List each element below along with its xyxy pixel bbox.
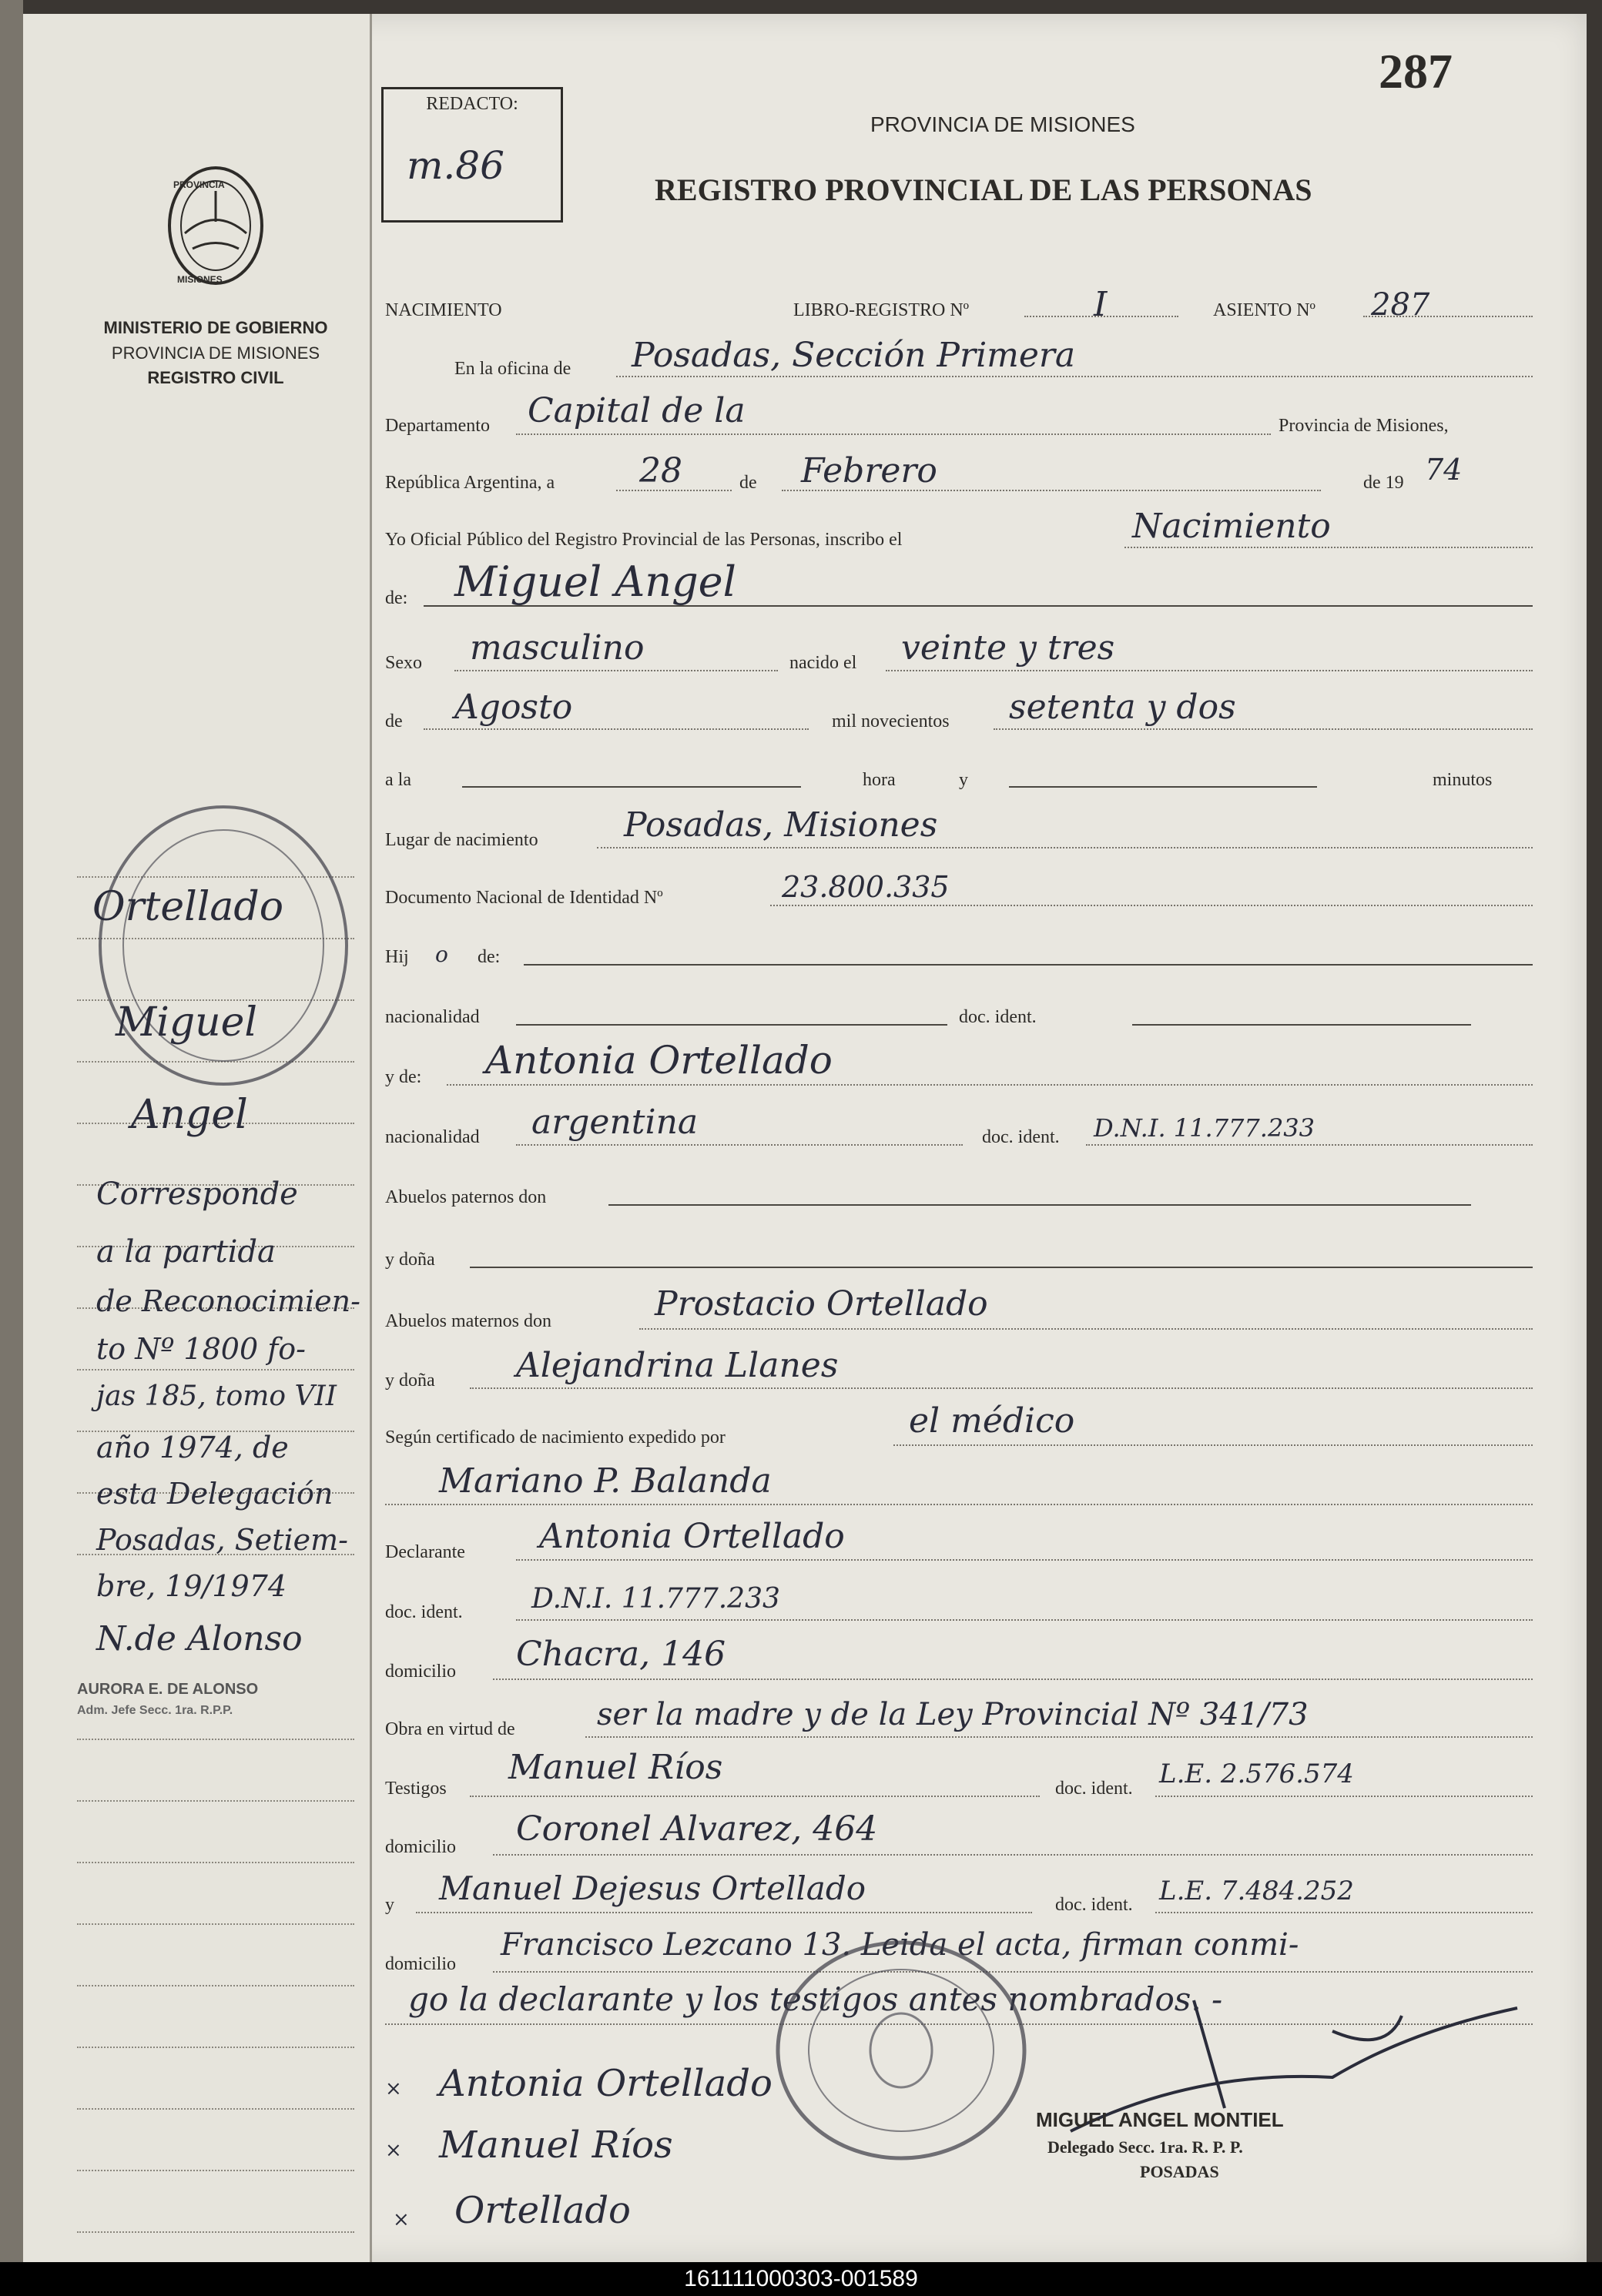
domicilio3-label: domicilio	[385, 1954, 456, 1974]
docid5-label: doc. ident.	[1055, 1895, 1133, 1915]
page-number: 287	[1379, 44, 1453, 99]
dni-value: 23.800.335	[782, 870, 950, 904]
dni-label: Documento Nacional de Identidad Nº	[385, 888, 663, 908]
nac1-label: nacionalidad	[385, 1007, 480, 1027]
docid1-label: doc. ident.	[959, 1007, 1037, 1027]
sexo-value: masculino	[470, 628, 645, 668]
margin-note-line: Angel	[131, 1092, 248, 1138]
margin-note-line: de Reconocimien-	[96, 1284, 360, 1318]
lugar-value: Posadas, Misiones	[624, 805, 938, 845]
abmat-value: Prostacio Ortellado	[655, 1284, 988, 1324]
declarante-label: Declarante	[385, 1542, 465, 1562]
registry-stamp-icon	[85, 792, 362, 1099]
cierre-value: go la declarante y los testigos antes nombrados. -	[408, 1980, 1223, 2018]
margin-column	[23, 14, 372, 2262]
header-registry: REGISTRO PROVINCIAL DE LAS PERSONAS	[655, 172, 1312, 207]
margin-note-line: Posadas, Setiem-	[96, 1523, 349, 1557]
departamento-value: Capital de la	[528, 391, 746, 430]
header-province: PROVINCIA DE MISIONES	[870, 112, 1135, 136]
lugar-label: Lugar de nacimiento	[385, 830, 538, 850]
hijo-label: Hij	[385, 947, 409, 967]
domicilio2-value: Coronel Alvarez, 464	[516, 1809, 878, 1849]
redacto-value: m.86	[407, 143, 504, 188]
margin-note-line: bre, 19/1974	[96, 1569, 287, 1603]
signature-declarante: Antonia Ortellado	[439, 2062, 773, 2105]
docid2-value: D.N.I. 11.777.233	[1094, 1113, 1315, 1143]
domicilio1-value: Chacra, 146	[516, 1635, 726, 1674]
departamento-label: Departamento	[385, 416, 490, 436]
medico-value: Mariano P. Balanda	[439, 1461, 772, 1501]
footer-id: 161111000303-001589	[0, 2262, 1602, 2296]
de-nombre-label: de:	[385, 588, 408, 608]
ydona2-label: y doña	[385, 1371, 435, 1391]
margin-note-line: Miguel	[116, 999, 258, 1046]
mes-nac-value: Agosto	[454, 688, 573, 727]
margin-stamp-title: Adm. Jefe Secc. 1ra. R.P.P.	[77, 1704, 233, 1717]
seal-top-text: PROVINCIA	[173, 179, 225, 190]
nombre-value: Miguel Angel	[454, 557, 736, 606]
nac2-label: nacionalidad	[385, 1127, 480, 1147]
docid4-value: L.E. 2.576.574	[1159, 1759, 1354, 1789]
hijo-suffix: o	[435, 942, 448, 967]
mil-value: setenta y dos	[1009, 688, 1236, 727]
ministry-registry: REGISTRO CIVIL	[147, 368, 284, 387]
official-place: POSADAS	[1140, 2162, 1219, 2181]
official-name: MIGUEL ANGEL MONTIEL	[1036, 2108, 1284, 2131]
nac2-value: argentina	[531, 1103, 699, 1142]
domicilio2-label: domicilio	[385, 1837, 456, 1857]
nacido-value: veinte y tres	[901, 628, 1115, 668]
mil-label: mil novecientos	[832, 711, 950, 731]
redacto-label: REDACTO:	[426, 94, 518, 114]
de-label: de	[739, 473, 757, 493]
madre-value: Antonia Ortellado	[485, 1038, 833, 1083]
minutos-label: minutos	[1433, 770, 1493, 790]
ydona1-label: y doña	[385, 1250, 435, 1270]
de-mes-label: de	[385, 711, 403, 731]
margin-note-line: Corresponde	[96, 1176, 298, 1212]
margin-signature: N.de Alonso	[96, 1619, 303, 1658]
segun-label: Según certificado de nacimiento expedido por	[385, 1427, 726, 1448]
yde-label: y de:	[385, 1067, 422, 1087]
asiento-value: 287	[1371, 287, 1430, 323]
mes-value: Febrero	[801, 451, 937, 490]
hora-label: hora	[863, 770, 896, 790]
ala-label: a la	[385, 770, 411, 790]
libro-label: LIBRO-REGISTRO Nº	[793, 300, 970, 320]
obra-value: ser la madre y de la Ley Provincial Nº 341/73	[597, 1697, 1309, 1732]
margin-note-line: to Nº 1800 fo-	[96, 1332, 306, 1366]
docid4-label: doc. ident.	[1055, 1779, 1133, 1799]
yo-value: Nacimiento	[1132, 507, 1331, 546]
ministry-province: PROVINCIA DE MISIONES	[111, 343, 320, 363]
signature-testigo2: Ortellado	[454, 2189, 631, 2232]
margin-note-line: Ortellado	[92, 884, 284, 930]
official-title: Delegado Secc. 1ra. R. P. P.	[1047, 2137, 1243, 2157]
signature-testigo1: Manuel Ríos	[439, 2124, 673, 2167]
y-label: y	[959, 770, 968, 790]
document-page: PROVINCIA MISIONES MINISTERIO DE GOBIERNO PROVINCIA DE MISIONES REGISTRO CIVIL Ortellado Miguel Angel Corresponde a la partida de Reconocimien- to Nº 1800 fo- jas 185, tomo VII año 1974, de esta Delegación Posadas, Setiem- bre, 19/1974 N.de Alonso AURORA E. DE ALONSO Adm. Jefe Secc. 1ra. R.P.P. 287 REDACTO: m.86 PROVINCIA DE MISIONES REGISTRO PROVINCIAL DE LAS PERSONAS NACIMIENTO LIBRO-REGISTRO Nº I ASIENTO Nº 287 En la oficina de Posadas, Sección Primera Departamento Capital de la Provincia de Misiones, República Argentina, a 28 de Febrero de 19 74 Yo Oficial Público del Registro Provincial de las Personas, inscribo el Nacimiento de: Miguel Angel Sexo masculino nacido el veinte y tres de Agosto mil novecientos setenta y dos a la hora y minutos Lugar de nacimiento Posadas, Misiones Documento Nacional de Identidad Nº 23.800.335 Hij o de: nacionalidad doc. ident. y de: Antonia Ortellado nacionalidad argentina doc. ident. D.N.I. 11.777.233 Abuelos paternos don y doña Abuelos maternos don Prostacio Ortellado y doña Alejandrina Llanes Según certificado de nacimiento expedido por el médico Mariano P. Balanda Declarante Antonia Ortellado doc. ident. D.N.I. 11.777.233 domicilio Chacra, 146 Obra en virtud de ser la madre y de la Ley Provincial Nº 341/73 Testigos Manuel Ríos doc. ident. L.E. 2.576.574 domicilio Coronel Alvarez, 464 y Manuel Dejesus Ortellado doc. ident. L.E. 7.484.252 domicilio Francisco Lezcano 13. Leida el acta, firman conmi- go la declarante y los testigos antes nombrados. - × Antonia Ortellado × Manuel Ríos × Ortellado MIGUEL ANGEL MONTIEL Delegado Secc. 1ra. R. P. P. POSADAS	[23, 14, 1587, 2262]
binder-edge	[0, 0, 23, 2264]
declarante-value: Antonia Ortellado	[539, 1517, 845, 1556]
domicilio3-value: Francisco Lezcano 13. Leida el acta, firman conmi-	[501, 1927, 1299, 1963]
margin-stamp-name: AURORA E. DE ALONSO	[77, 1681, 259, 1698]
de-anio-label: de 19	[1363, 473, 1404, 493]
margin-note-line: año 1974, de	[96, 1431, 289, 1464]
testigos-label: Testigos	[385, 1779, 447, 1799]
redacto-box	[381, 87, 563, 223]
testigo2-value: Manuel Dejesus Ortellado	[439, 1869, 866, 1907]
docid3-value: D.N.I. 11.777.233	[531, 1583, 780, 1615]
ministry-title: MINISTERIO DE GOBIERNO	[103, 318, 328, 337]
y2-label: y	[385, 1895, 394, 1915]
official-stamp-icon	[762, 1931, 1040, 2170]
libro-value: I	[1094, 285, 1108, 324]
provincia-suffix: Provincia de Misiones,	[1279, 416, 1449, 436]
seal-bottom-text: MISIONES	[177, 274, 223, 285]
obra-label: Obra en virtud de	[385, 1719, 515, 1739]
oficina-value: Posadas, Sección Primera	[632, 336, 1076, 375]
abmat-label: Abuelos maternos don	[385, 1311, 551, 1331]
act-type: NACIMIENTO	[385, 300, 502, 320]
docid3-label: doc. ident.	[385, 1602, 463, 1622]
oficina-label: En la oficina de	[454, 359, 571, 379]
segun-value: el médico	[909, 1401, 1075, 1441]
docid5-value: L.E. 7.484.252	[1159, 1876, 1354, 1906]
nacido-label: nacido el	[789, 653, 857, 673]
margin-note-line: a la partida	[96, 1234, 276, 1270]
dia-value: 28	[639, 451, 682, 490]
ydona2-value: Alejandrina Llanes	[516, 1346, 839, 1385]
hijo-de-label: de:	[478, 947, 501, 967]
yo-label: Yo Oficial Público del Registro Provincial de las Personas, inscribo el	[385, 530, 903, 550]
docid2-label: doc. ident.	[982, 1127, 1060, 1147]
margin-note-line: esta Delegación	[96, 1477, 333, 1511]
testigo1-value: Manuel Ríos	[508, 1748, 723, 1787]
abpat-label: Abuelos paternos don	[385, 1187, 547, 1207]
republica-label: República Argentina, a	[385, 473, 555, 493]
margin-note-line: jas 185, tomo VII	[96, 1381, 337, 1412]
sexo-label: Sexo	[385, 653, 422, 673]
anio-value: 74	[1425, 453, 1463, 487]
domicilio1-label: domicilio	[385, 1662, 456, 1682]
asiento-label: ASIENTO Nº	[1213, 300, 1315, 320]
